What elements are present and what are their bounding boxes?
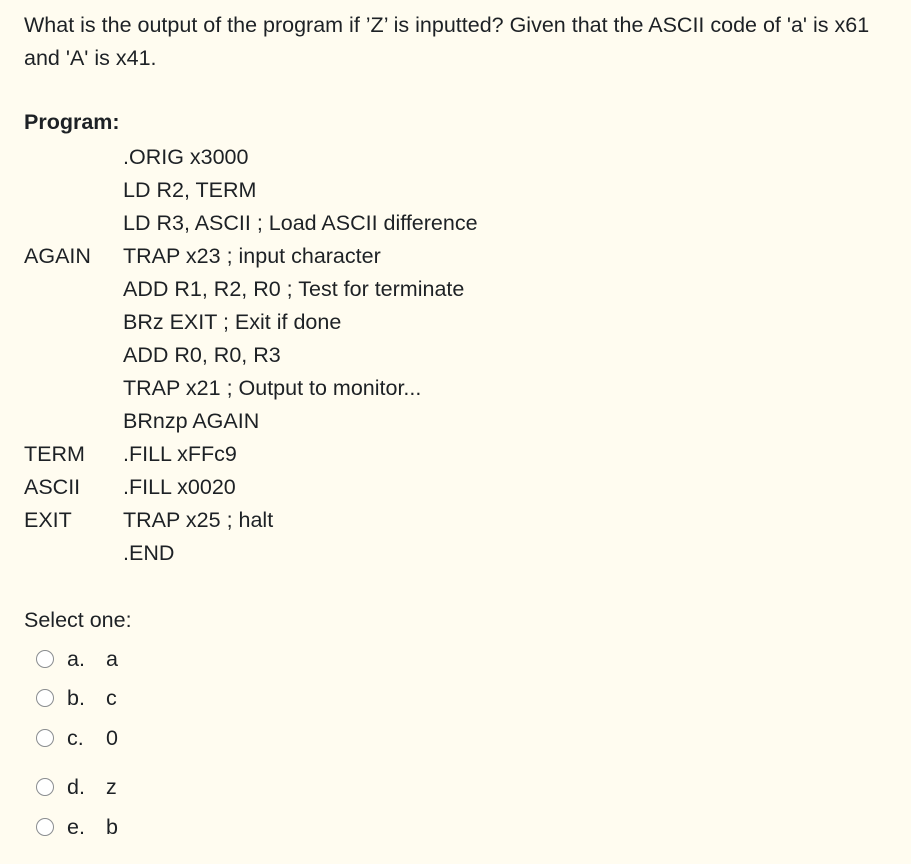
- answer-option-b[interactable]: [36, 682, 117, 714]
- answer-letter: d.: [67, 775, 85, 799]
- code-instruction: TRAP x23 ; input character: [123, 244, 381, 268]
- answer-text: 0: [106, 726, 118, 750]
- answer-text: b: [106, 815, 118, 839]
- code-instruction: BRz EXIT ; Exit if done: [123, 310, 342, 334]
- program-heading: Program:: [24, 110, 120, 134]
- code-instruction: .FILL x0020: [123, 475, 236, 499]
- question-text: What is the output of the program if ’Z’ is inputted? Given that the ASCII code of 'a' is x61 and 'A' is x41.: [24, 13, 870, 70]
- answer-option-c[interactable]: [36, 722, 118, 754]
- select-one-prompt: Select one:: [24, 608, 132, 632]
- answer-letter: b.: [67, 686, 85, 710]
- code-instruction: .END: [123, 541, 175, 565]
- code-instruction: LD R3, ASCII ; Load ASCII difference: [123, 211, 478, 235]
- code-label: AGAIN: [24, 244, 91, 268]
- answer-text: z: [106, 775, 117, 799]
- answer-letter: e.: [67, 815, 85, 839]
- code-label: TERM: [24, 442, 85, 466]
- code-instruction: ADD R0, R0, R3: [123, 343, 281, 367]
- code-label: ASCII: [24, 475, 81, 499]
- answer-option-e[interactable]: [36, 811, 118, 843]
- code-instruction: ADD R1, R2, R0 ; Test for terminate: [123, 277, 465, 301]
- code-instruction: .FILL xFFc9: [123, 442, 237, 466]
- answer-option-d[interactable]: [36, 771, 117, 803]
- radio-button[interactable]: [36, 729, 54, 747]
- radio-button[interactable]: [36, 650, 54, 668]
- answer-letter: a.: [67, 647, 85, 671]
- answer-text: c: [106, 686, 117, 710]
- code-instruction: TRAP x25 ; halt: [123, 508, 274, 532]
- radio-button[interactable]: [36, 818, 54, 836]
- code-label: EXIT: [24, 508, 72, 532]
- radio-button[interactable]: [36, 689, 54, 707]
- code-instruction: TRAP x21 ; Output to monitor...: [123, 376, 422, 400]
- code-instruction: LD R2, TERM: [123, 178, 257, 202]
- answer-option-a[interactable]: [36, 643, 118, 675]
- code-instruction: .ORIG x3000: [123, 145, 249, 169]
- radio-button[interactable]: [36, 778, 54, 796]
- code-instruction: BRnzp AGAIN: [123, 409, 260, 433]
- answer-text: a: [106, 647, 118, 671]
- answer-letter: c.: [67, 726, 84, 750]
